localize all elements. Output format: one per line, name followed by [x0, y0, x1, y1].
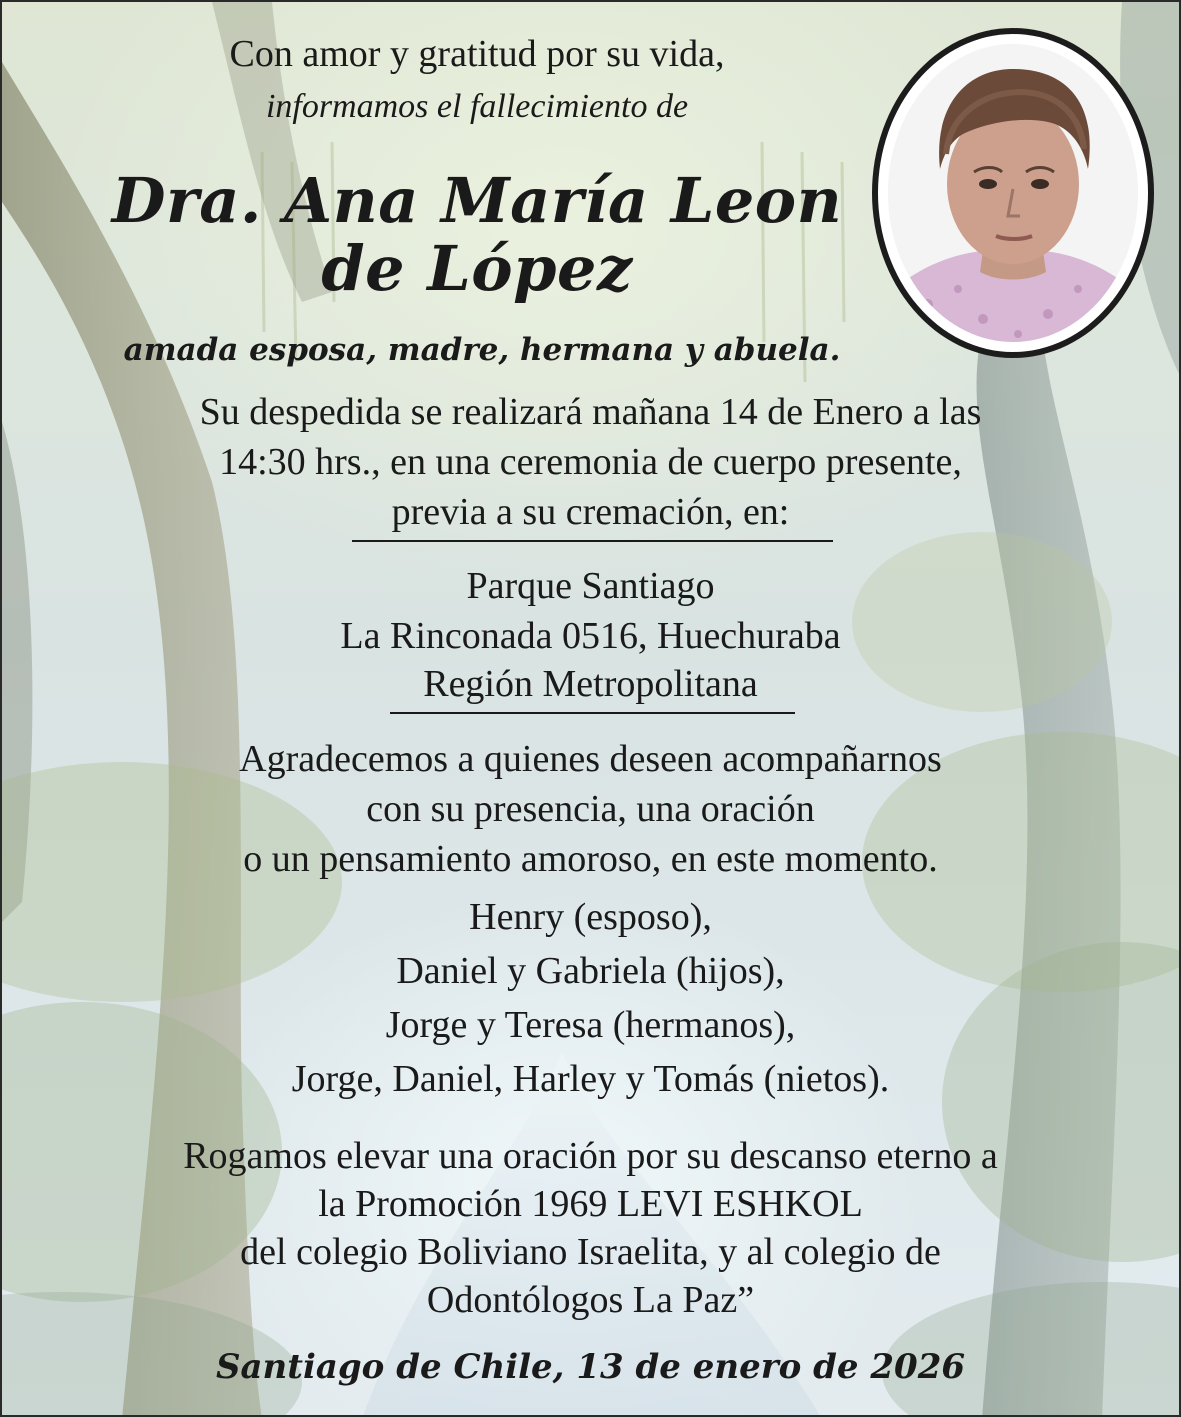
venue-address: La Rinconada 0516, Huechuraba: [340, 615, 841, 657]
gratitude-line-1: Agradecemos a quienes deseen acompañarnos: [239, 738, 942, 780]
prayer-line-1: Rogamos elevar una oración por su descanso eterno a: [183, 1135, 998, 1177]
intro-line-2: informamos el fallecimiento de: [265, 88, 689, 125]
gratitude-line-2: con su presencia, una oración: [366, 788, 815, 830]
portrait-frame: [872, 28, 1154, 358]
ceremony-line-1: Su despedida se realizará mañana 14 de Enero a las: [199, 391, 982, 433]
divider-after-venue: [390, 712, 795, 714]
venue-region: Región Metropolitana: [423, 663, 758, 705]
ceremony-line-2: 14:30 hrs., en una ceremonia de cuerpo presente,: [219, 441, 962, 483]
portrait-photo: [888, 44, 1138, 342]
place-and-date-signature: Santiago de Chile, 13 de enero de 2026: [215, 1347, 966, 1387]
deceased-roles: amada esposa, madre, hermana y abuela.: [123, 332, 841, 368]
intro-line-1: Con amor y gratitud por su vida,: [229, 33, 725, 75]
divider-after-ceremony: [352, 540, 833, 542]
family-member-line: Henry (esposo),: [469, 896, 712, 938]
prayer-line-2: la Promoción 1969 LEVI ESHKOL: [318, 1183, 863, 1225]
deceased-name-line-2: de López: [321, 232, 633, 305]
family-member-line: Jorge, Daniel, Harley y Tomás (nietos).: [291, 1058, 890, 1100]
family-member-line: Daniel y Gabriela (hijos),: [396, 950, 785, 992]
deceased-name-line-1: Dra. Ana María Leon: [111, 164, 843, 237]
gratitude-line-3: o un pensamiento amoroso, en este momento.: [243, 838, 938, 880]
prayer-line-3: del colegio Boliviano Israelita, y al colegio de: [240, 1231, 941, 1273]
family-member-line: Jorge y Teresa (hermanos),: [385, 1004, 796, 1046]
prayer-line-4: Odontólogos La Paz”: [426, 1279, 755, 1321]
venue-name: Parque Santiago: [466, 565, 715, 607]
ceremony-line-3: previa a su cremación, en:: [391, 491, 790, 533]
